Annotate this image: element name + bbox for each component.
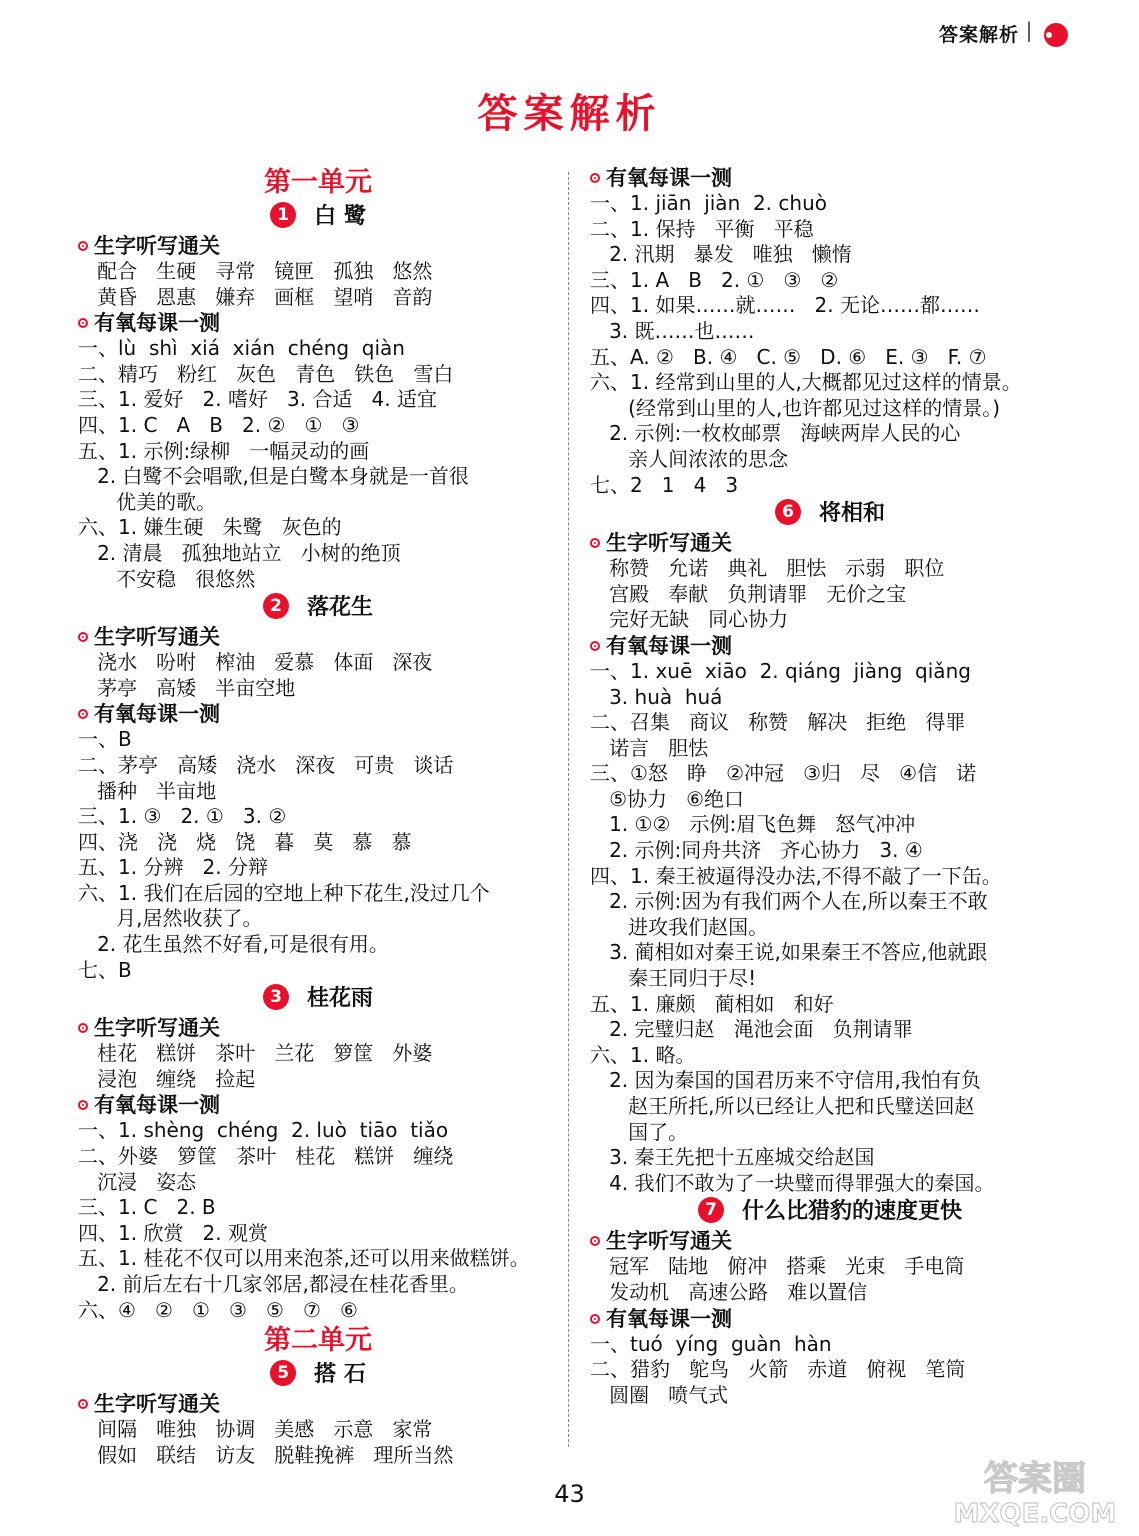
bullet-icon xyxy=(590,173,600,183)
section-heading xyxy=(78,701,558,727)
section-heading xyxy=(590,1306,1070,1332)
answer-line: 称赞 允诺 典礼 胆怯 示弱 职位 xyxy=(590,556,945,581)
lesson-title xyxy=(78,592,558,624)
svg-text:答案圈: 答案圈 xyxy=(984,1459,1086,1499)
bullet-icon xyxy=(78,709,88,719)
answer-line: 冠军 陆地 俯冲 搭乘 光束 手电筒 xyxy=(590,1254,965,1279)
answer-line: 发动机 高速公路 难以置信 xyxy=(590,1279,868,1304)
answer-line: 2. 完璧归赵 渑池会面 负荆请罪 xyxy=(590,1017,913,1042)
answer-line: 赵王所托,所以已经让人把和氏璧送回赵 xyxy=(590,1094,975,1118)
column-divider xyxy=(568,172,569,1447)
section-heading-text: 有氧每课一测 xyxy=(94,311,220,336)
section-heading-text: 生字听写通关 xyxy=(94,234,220,258)
answer-line: 五、1. 廉颇 蔺相如 和好 xyxy=(590,991,834,1016)
answer-line: 一、lù shì xiá xián chéng qiàn xyxy=(78,336,405,361)
header-label: 答案解析 xyxy=(938,24,1019,46)
bullet-icon xyxy=(590,538,600,548)
answer-line: 三、①怒 睁 ②冲冠 ③归 尽 ④信 诺 xyxy=(590,761,977,786)
bullet-icon xyxy=(78,241,88,251)
bullet-icon xyxy=(590,1236,600,1246)
answer-line: 六、1. 嫌生硬 朱鹭 灰色的 xyxy=(78,515,342,540)
answer-line: 三、1. 爱好 2. 嗜好 3. 合适 4. 适宜 xyxy=(78,387,437,412)
answer-line: 秦王同归于尽! xyxy=(590,966,757,991)
page-title: 答案解析 xyxy=(477,91,662,137)
answer-line: 诺言 胆怯 xyxy=(590,735,709,760)
bullet-icon xyxy=(78,1100,88,1110)
bullet-icon xyxy=(78,1023,88,1033)
section-heading xyxy=(78,310,558,336)
answer-line: 4. 我们不敢为了一块璧而得罪强大的秦国。 xyxy=(590,1170,995,1195)
lesson-title xyxy=(78,201,558,233)
answer-line: 国了。 xyxy=(590,1119,689,1144)
answer-line: 2. 白鹭不会唱歌,但是白鹭本身就是一首很 xyxy=(78,464,469,489)
lesson-number-badge: 6 xyxy=(775,499,801,525)
unit-title: 第二单元 xyxy=(264,1325,372,1357)
section-heading-text: 生字听写通关 xyxy=(606,1229,732,1254)
answer-line: 2. 花生虽然不好看,可是很有用。 xyxy=(78,932,389,957)
answer-line: 五、A. ② B. ④ C. ⑤ D. ⑥ E. ③ F. ⑦ xyxy=(590,344,987,369)
lesson-title xyxy=(590,498,1070,530)
answer-line: 六、1. 经常到山里的人,大概都见过这样的情景。 xyxy=(590,370,1022,395)
answer-line: 五、1. 分辨 2. 分辩 xyxy=(78,855,268,880)
lesson-name: 什么比猎豹的速度更快 xyxy=(741,1199,962,1225)
answer-line: 茅亭 高矮 半亩空地 xyxy=(78,675,296,700)
answer-line: 三、1. ③ 2. ① 3. ② xyxy=(78,804,287,829)
answer-line: 二、外婆 箩筐 茶叶 桂花 糕饼 缠绕 xyxy=(78,1144,454,1169)
lesson-name: 落花生 xyxy=(306,595,373,621)
answer-line: 四、1. 秦王被逼得没办法,不得不敲了一下缶。 xyxy=(590,863,1002,888)
lesson-title xyxy=(78,1359,558,1391)
answer-line: 假如 联结 访友 脱鞋挽裤 理所当然 xyxy=(78,1442,454,1467)
answer-line: 七、B xyxy=(78,957,132,982)
answer-line: 桂花 糕饼 茶叶 兰花 箩筐 外婆 xyxy=(78,1041,433,1066)
bullet-icon xyxy=(78,632,88,642)
answer-line: 二、茅亭 高矮 浇水 深夜 可贵 谈话 xyxy=(78,752,454,777)
answer-line: 3. 既……也…… xyxy=(590,318,755,343)
section-heading-text: 有氧每课一测 xyxy=(606,633,732,658)
bullet-icon xyxy=(78,318,88,328)
lesson-number-badge: 5 xyxy=(270,1360,296,1386)
section-heading xyxy=(590,165,1070,191)
answer-line: 完好无缺 同心协力 xyxy=(590,607,789,632)
answer-line: 四、1. C A B 2. ② ① ③ xyxy=(78,412,360,437)
lesson-name: 搭 石 xyxy=(314,1362,366,1388)
answer-line: 月,居然收获了。 xyxy=(78,906,263,931)
header-dot-icon xyxy=(1043,22,1067,46)
bullet-icon xyxy=(78,1399,88,1409)
answer-line: 沉浸 姿态 xyxy=(78,1169,197,1194)
answer-line: 四、浇 浇 烧 饶 暮 莫 慕 慕 xyxy=(78,829,412,854)
answer-line: 2. 示例:因为有我们两个人在,所以秦王不敢 xyxy=(590,889,988,914)
page-number: 43 xyxy=(554,1480,585,1508)
lesson-title xyxy=(590,1196,1070,1228)
section-heading xyxy=(590,530,1070,556)
lesson-number-badge: 1 xyxy=(270,202,296,228)
answer-line: 2. 前后左右十几家邻居,都浸在桂花香里。 xyxy=(78,1272,469,1296)
left-column xyxy=(78,165,558,1468)
answer-line: 圆圈 喷气式 xyxy=(590,1382,729,1407)
answer-line: 播种 半亩地 xyxy=(78,778,217,803)
answer-line: 优美的歌。 xyxy=(78,489,217,514)
right-column xyxy=(590,165,1070,1408)
answer-line: 六、1. 我们在后园的空地上种下花生,没过几个 xyxy=(78,880,490,905)
answer-line: 四、1. 如果……就…… 2. 无论……都…… xyxy=(590,293,980,318)
lesson-name: 桂花雨 xyxy=(306,986,373,1012)
section-heading xyxy=(78,1391,558,1417)
answer-line: 三、1. C 2. B xyxy=(78,1195,216,1220)
lesson-name: 将相和 xyxy=(818,501,885,527)
answer-line: 七、2 1 4 3 xyxy=(590,472,739,497)
section-heading-text: 有氧每课一测 xyxy=(94,1093,220,1118)
answer-line: 进攻我们赵国。 xyxy=(590,914,769,939)
answer-line: 六、④ ② ① ③ ⑤ ⑦ ⑥ xyxy=(78,1297,358,1322)
header-separator: | xyxy=(1025,18,1033,42)
section-heading-text: 有氧每课一测 xyxy=(606,166,732,190)
lesson-title xyxy=(78,983,558,1015)
answer-line: 四、1. 欣赏 2. 观赏 xyxy=(78,1220,268,1245)
answer-line: 五、1. 桂花不仅可以用来泡茶,还可以用来做糕饼。 xyxy=(78,1246,530,1271)
section-heading xyxy=(78,624,558,650)
answer-line: 黄昏 恩惠 嫌弃 画框 望哨 音韵 xyxy=(78,284,433,309)
lesson-number-badge: 3 xyxy=(263,984,289,1010)
answer-line: 一、1. shèng chéng 2. luò tiāo tiǎo xyxy=(78,1118,449,1143)
answer-line: 3. huà huá xyxy=(590,684,723,709)
section-heading xyxy=(78,1092,558,1118)
bullet-icon xyxy=(590,641,600,651)
answer-line: 一、1. jiān jiàn 2. chuò xyxy=(590,191,827,215)
answer-line: 2. 因为秦国的国君历来不守信用,我怕有负 xyxy=(590,1068,981,1093)
answer-line: 3. 蔺相如对秦王说,如果秦王不答应,他就跟 xyxy=(590,940,988,965)
answer-line: 1. ①② 示例:眉飞色舞 怒气冲冲 xyxy=(590,812,916,837)
answer-line: 间隔 唯独 协调 美感 示意 家常 xyxy=(78,1417,433,1442)
section-heading-text: 有氧每课一测 xyxy=(606,1306,732,1331)
unit-title: 第一单元 xyxy=(264,167,372,198)
section-heading-text: 生字听写通关 xyxy=(94,625,220,650)
watermark-logo xyxy=(945,1450,1125,1530)
section-heading xyxy=(590,633,1070,659)
section-heading xyxy=(78,1015,558,1041)
answer-line: 配合 生硬 寻常 镜匣 孤独 悠然 xyxy=(78,259,433,283)
answer-line: 浸泡 缠绕 捡起 xyxy=(78,1066,256,1091)
answer-line: 2. 清晨 孤独地站立 小树的绝顶 xyxy=(78,540,401,565)
answer-line: 一、B xyxy=(78,727,132,752)
answer-line: 六、1. 略。 xyxy=(590,1042,696,1067)
answer-line: 二、精巧 粉红 灰色 青色 铁色 雪白 xyxy=(78,361,454,386)
lesson-name: 白 鹭 xyxy=(314,204,366,229)
section-heading-text: 生字听写通关 xyxy=(94,1016,220,1041)
answer-line: 宫殿 奉献 负荆请罪 无价之宝 xyxy=(590,581,907,606)
answer-line: 2. 示例:同舟共济 齐心协力 3. ④ xyxy=(590,838,923,863)
section-heading xyxy=(590,1228,1070,1254)
answer-line: 3. 秦王先把十五座城交给赵国 xyxy=(590,1145,875,1170)
answer-line: 2. 示例:一枚枚邮票 海峡两岸人民的心 xyxy=(590,421,961,446)
lesson-number-badge: 2 xyxy=(263,593,289,619)
answer-line: 二、召集 商议 称赞 解决 拒绝 得罪 xyxy=(590,710,966,735)
answer-line: ⑤协力 ⑥绝口 xyxy=(590,786,745,811)
answer-line: 二、猎豹 鸵鸟 火箭 赤道 俯视 笔筒 xyxy=(590,1357,966,1382)
answer-line: 2. 汛期 暴发 唯独 懒惰 xyxy=(590,242,852,267)
section-heading-text: 生字听写通关 xyxy=(94,1392,220,1417)
section-heading xyxy=(78,233,558,259)
answer-line: 浇水 吩咐 榨油 爱慕 体面 深夜 xyxy=(78,650,433,675)
answer-line: (经常到山里的人,也许都见过这样的情景。) xyxy=(590,395,1001,420)
answer-line: 三、1. A B 2. ① ③ ② xyxy=(590,267,839,292)
answer-line: 二、1. 保持 平衡 平稳 xyxy=(590,216,814,241)
svg-text:MXQE.COM: MXQE.COM xyxy=(953,1499,1117,1529)
section-heading-text: 有氧每课一测 xyxy=(94,702,220,727)
lesson-number-badge: 7 xyxy=(698,1197,724,1223)
answer-line: 一、tuó yíng guàn hàn xyxy=(590,1331,832,1356)
section-heading-text: 生字听写通关 xyxy=(606,531,732,556)
answer-line: 亲人间浓浓的思念 xyxy=(590,446,789,471)
answer-line: 五、1. 示例:绿柳 一幅灵动的画 xyxy=(78,438,370,463)
bullet-icon xyxy=(590,1314,600,1324)
answer-line: 一、1. xuē xiāo 2. qiáng jiàng qiǎng xyxy=(590,658,971,683)
answer-line: 不安稳 很悠然 xyxy=(78,566,256,591)
